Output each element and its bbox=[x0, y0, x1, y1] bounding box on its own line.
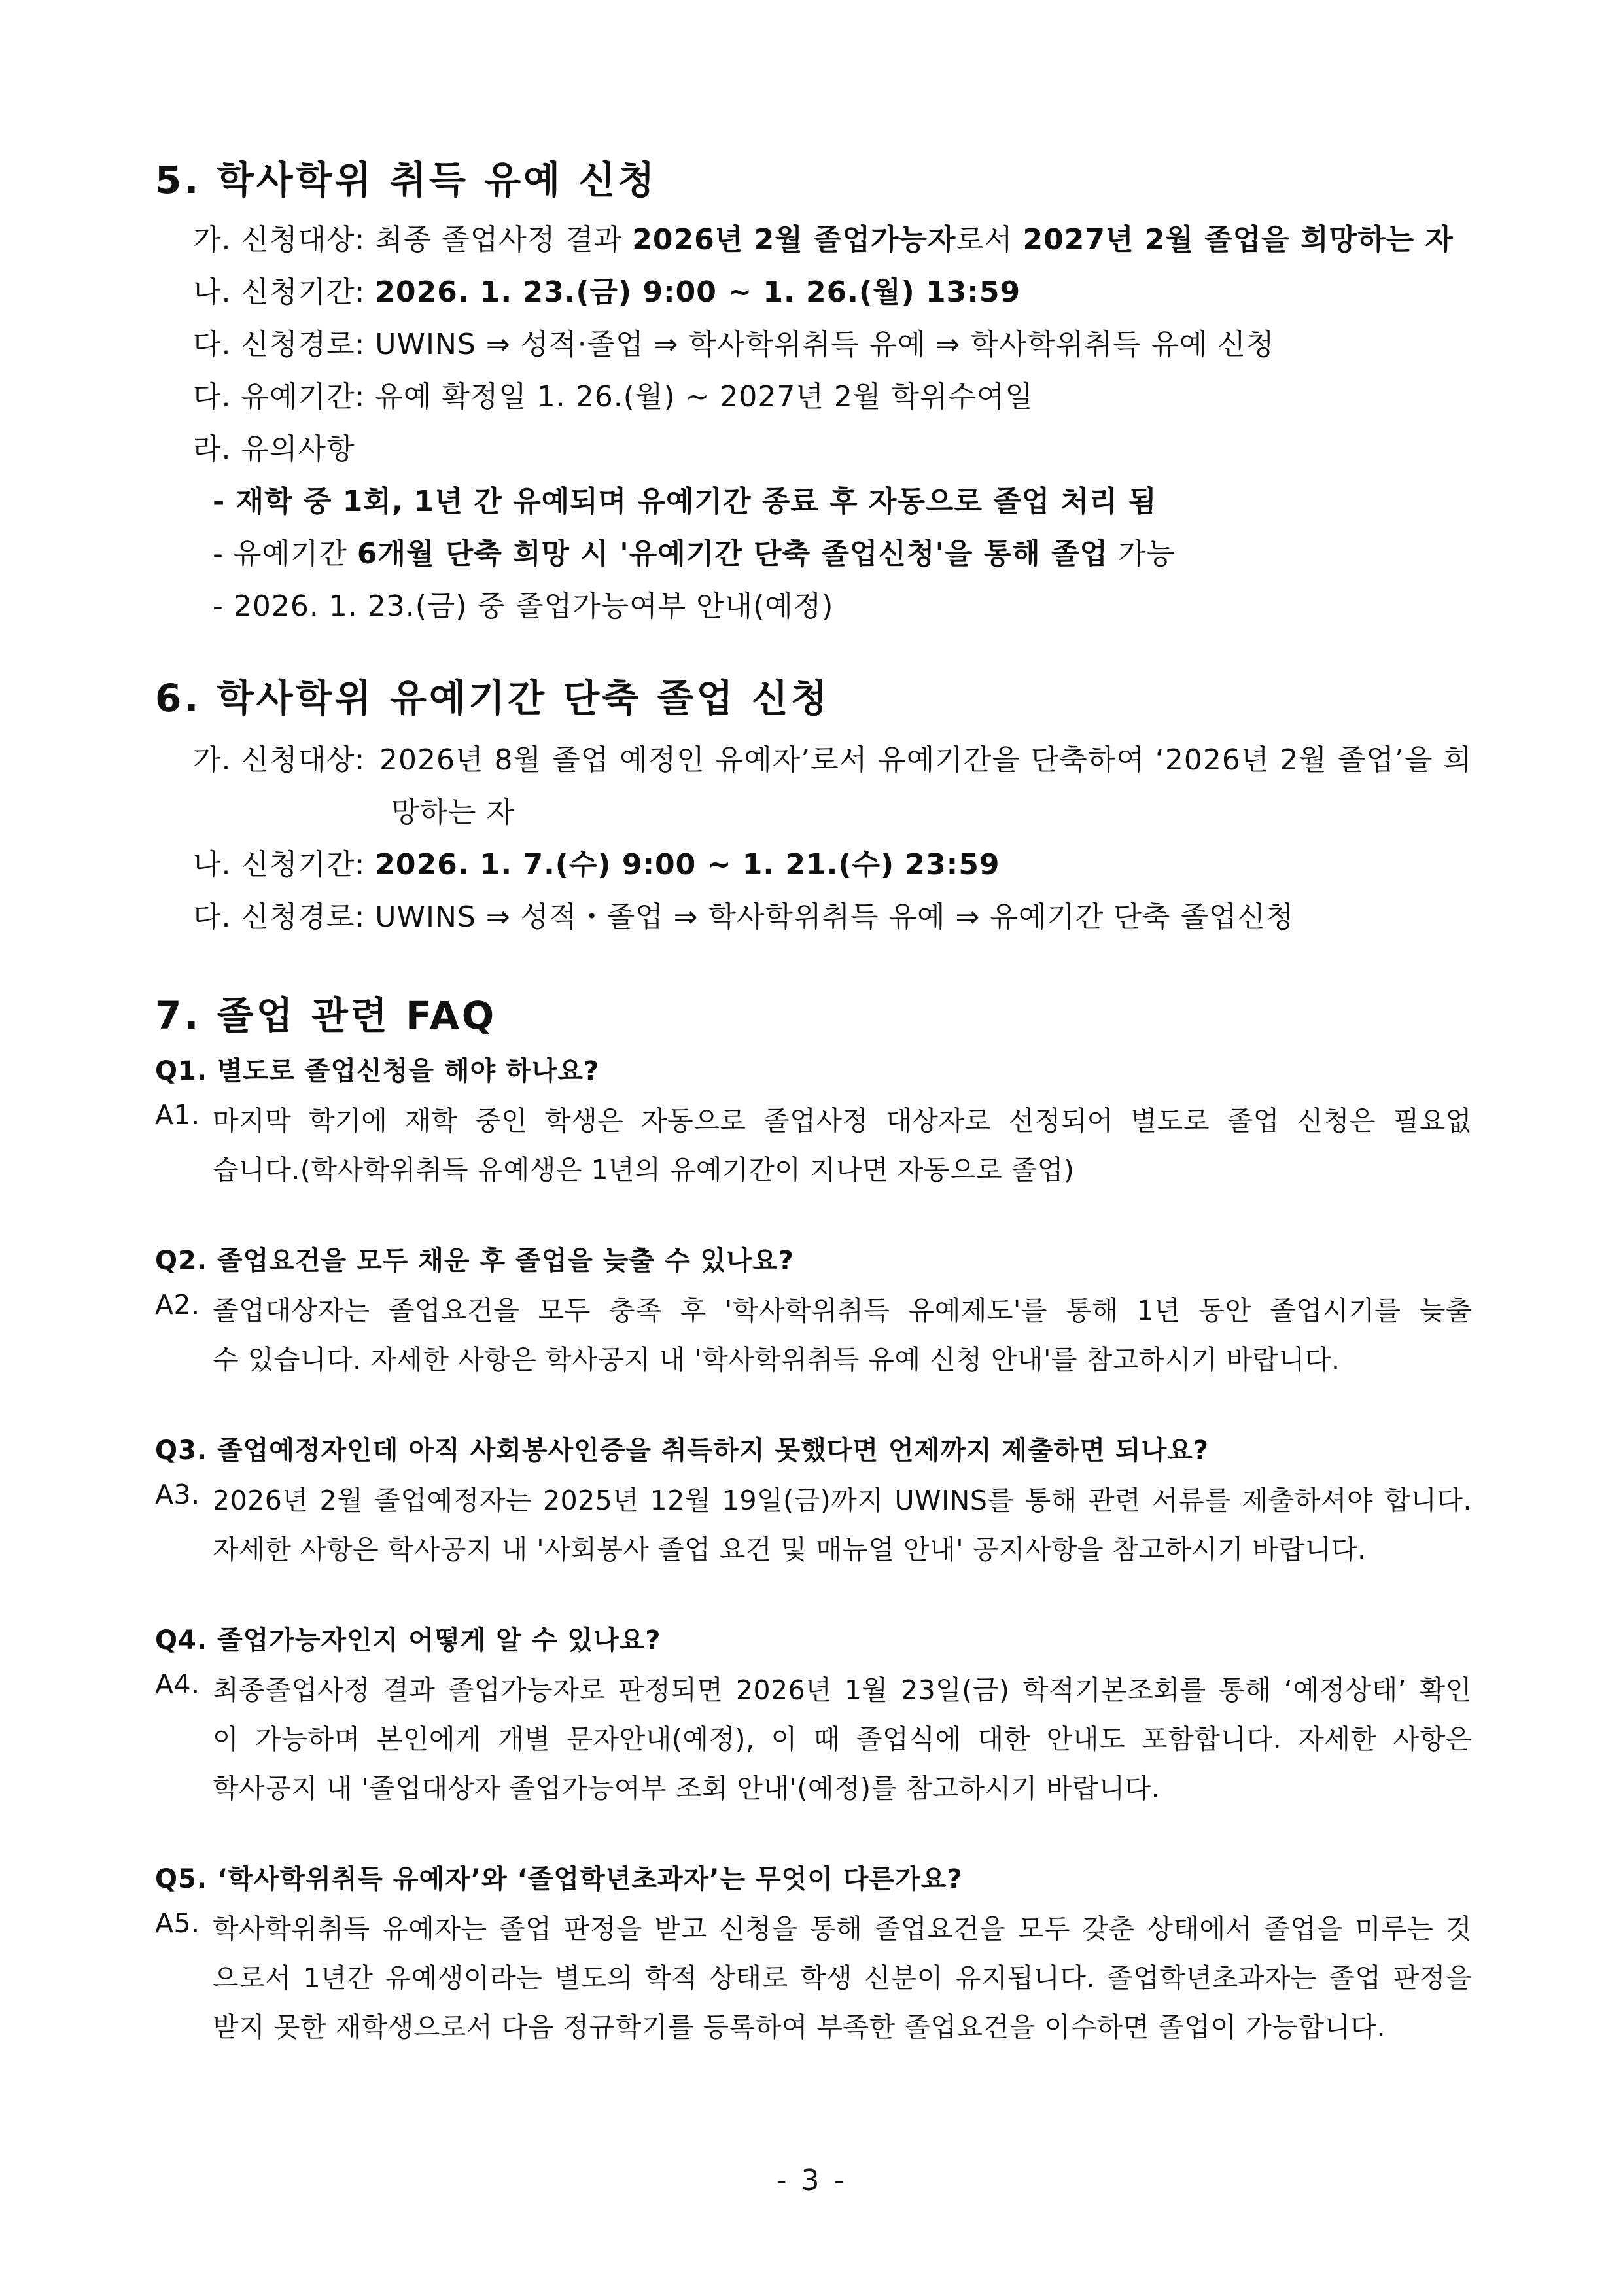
faq-a5-line-2: 으로서 1년간 유예생이라는 별도의 학적 상태로 학생 신분이 유지됩니다. 졸업학년초과자는 졸업 판정을 bbox=[213, 1962, 1472, 1994]
faq-a3-line-1: 2026년 2월 졸업예정자는 2025년 12월 19일(금)까지 UWINS를 통해 관련 서류를 제출하셔야 합니다. bbox=[213, 1485, 1472, 1516]
sec5-note-3: - 2026. 1. 23.(금) 중 졸업가능여부 안내(예정) bbox=[213, 590, 834, 623]
faq-a5-line-3: 받지 못한 재학생으로서 다음 정규학기를 등록하여 부족한 졸업요건을 이수하면 졸업이 가능합니다. bbox=[213, 2011, 1386, 2043]
faq-a1-label: A1. bbox=[155, 1099, 200, 1131]
faq-a4-line-3: 학사공지 내 '졸업대상자 졸업가능여부 조회 안내'(예정)를 참고하시기 바랍니다. bbox=[213, 1773, 1161, 1804]
section-6-title: 6. 학사학위 유예기간 단축 졸업 신청 bbox=[155, 676, 830, 720]
faq-a1-line-2: 습니다.(학사학위취득 유예생은 1년의 유예기간이 지나면 자동으로 졸업) bbox=[213, 1154, 1075, 1186]
section-5-title: 5. 학사학위 취득 유예 신청 bbox=[155, 158, 657, 202]
faq-q5: Q5. ‘학사학위취득 유예자’와 ‘졸업학년초과자’는 무엇이 다른가요? bbox=[155, 1864, 963, 1894]
sec6-item-ga-label: 가. 신청대상: bbox=[193, 743, 366, 777]
sec6-item-na: 나. 신청기간: 2026. 1. 7.(수) 9:00 ~ 1. 21.(수) 23:59 bbox=[193, 848, 1000, 881]
sec6-item-ga-text: 2026년 8월 졸업 예정인 유예자’로서 유예기간을 단축하여 ‘2026년 2월 졸업’을 희 bbox=[379, 743, 1472, 777]
sec5-item-na: 나. 신청기간: 2026. 1. 23.(금) 9:00 ~ 1. 26.(월) 13:59 bbox=[193, 275, 1021, 309]
sec5-item-ra: 라. 유의사항 bbox=[193, 433, 355, 466]
faq-q2: Q2. 졸업요건을 모두 채운 후 졸업을 늦출 수 있나요? bbox=[155, 1246, 794, 1276]
page-number: - 3 - bbox=[776, 2164, 847, 2197]
faq-a2-line-1: 졸업대상자는 졸업요건을 모두 충족 후 '학사학위취득 유예제도'를 통해 1년 동안 졸업시기를 늦출 bbox=[213, 1295, 1472, 1326]
faq-a3-label: A3. bbox=[155, 1479, 200, 1510]
sec5-item-da-route: 다. 신청경로: UWINS ⇒ 성적·졸업 ⇒ 학사학위취득 유예 ⇒ 학사학위취득 유예 신청 bbox=[193, 328, 1275, 361]
faq-a4-line-1: 최종졸업사정 결과 졸업가능자로 판정되면 2026년 1월 23일(금) 학적기본조회를 통해 ‘예정상태’ 확인 bbox=[213, 1674, 1472, 1706]
faq-a3-line-2: 자세한 사항은 학사공지 내 '사회봉사 졸업 요건 및 매뉴얼 안내' 공지사항을 참고하시기 바랍니다. bbox=[213, 1534, 1367, 1565]
sec5-item-ga: 가. 신청대상: 최종 졸업사정 결과 2026년 2월 졸업가능자로서 2027년 2월 졸업을 희망하는 자 bbox=[193, 223, 1454, 256]
faq-a2-label: A2. bbox=[155, 1289, 200, 1320]
section-7-title: 7. 졸업 관련 FAQ bbox=[155, 993, 497, 1038]
faq-a2-line-2: 수 있습니다. 자세한 사항은 학사공지 내 '학사학위취득 유예 신청 안내'를 참고하시기 바랍니다. bbox=[213, 1344, 1340, 1375]
faq-q4: Q4. 졸업가능자인지 어떻게 알 수 있나요? bbox=[155, 1625, 661, 1655]
sec6-item-ga-text-cont: 망하는 자 bbox=[391, 796, 515, 829]
faq-a5-label: A5. bbox=[155, 1907, 200, 1939]
faq-a4-label: A4. bbox=[155, 1669, 200, 1700]
faq-q1: Q1. 별도로 졸업신청을 해야 하나요? bbox=[155, 1056, 600, 1086]
sec5-note-1: - 재학 중 1회, 1년 간 유예되며 유예기간 종료 후 자동으로 졸업 처리 됨 bbox=[213, 485, 1157, 518]
faq-a1-line-1: 마지막 학기에 재학 중인 학생은 자동으로 졸업사정 대상자로 선정되어 별도로 졸업 신청은 필요없 bbox=[213, 1105, 1472, 1137]
sec6-item-da: 다. 신청경로: UWINS ⇒ 성적・졸업 ⇒ 학사학위취득 유예 ⇒ 유예기간 단축 졸업신청 bbox=[193, 900, 1295, 934]
faq-a4-line-2: 이 가능하며 본인에게 개별 문자안내(예정), 이 때 졸업식에 대한 안내도 포함합니다. 자세한 사항은 bbox=[213, 1723, 1472, 1755]
faq-q3: Q3. 졸업예정자인데 아직 사회봉사인증을 취득하지 못했다면 언제까지 제출하면 되나요? bbox=[155, 1436, 1210, 1466]
faq-a5-line-1: 학사학위취득 유예자는 졸업 판정을 받고 신청을 통해 졸업요건을 모두 갖춘 상태에서 졸업을 미루는 것 bbox=[213, 1913, 1472, 1945]
sec5-item-da-period: 다. 유예기간: 유예 확정일 1. 26.(월) ~ 2027년 2월 학위수여일 bbox=[193, 380, 1034, 414]
sec5-note-2: - 유예기간 6개월 단축 희망 시 '유예기간 단축 졸업신청'을 통해 졸업 가능 bbox=[213, 537, 1176, 571]
